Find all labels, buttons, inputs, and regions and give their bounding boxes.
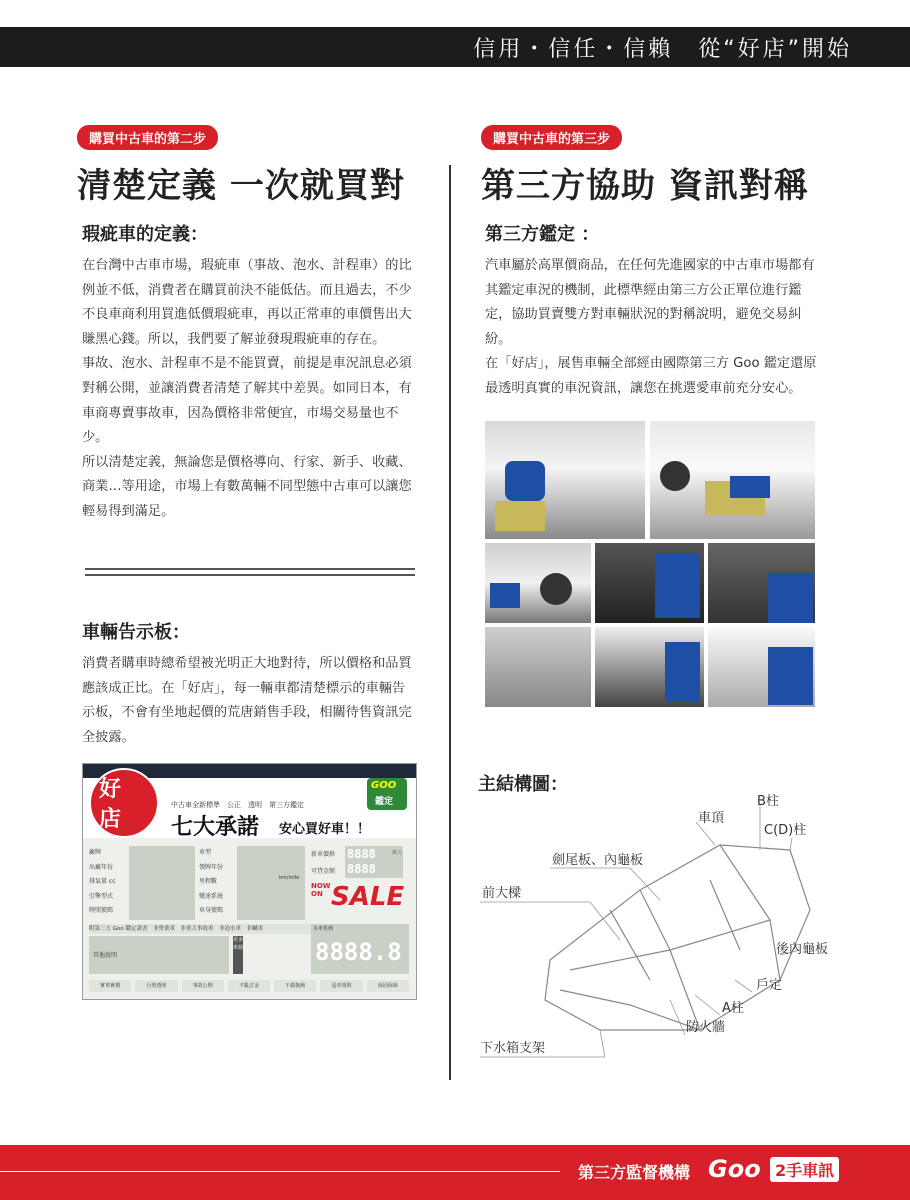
- promise-item: 行照透明: [135, 980, 177, 992]
- divider: [85, 568, 415, 576]
- inspection-photo: [708, 627, 815, 707]
- label-leaders: [480, 805, 800, 1057]
- paragraph: 所以清楚定義，無論您是價格導向、行家、新手、收藏、商業…等用途，市場上有數萬輛不同型態中古車可以讓您輕易得到滿足。: [82, 454, 412, 519]
- car-frame: [545, 845, 810, 1030]
- promise-row: [89, 980, 409, 992]
- goo-cert-badge: [367, 778, 407, 810]
- inspection-photo: [485, 627, 591, 707]
- page-title: 清楚定義 一次就買對: [77, 166, 405, 206]
- front-beam-label: 前大樑: [482, 886, 522, 901]
- price-label: 新車價格: [311, 851, 336, 858]
- promise-item: 保固保障: [367, 980, 409, 992]
- slogan: 信用・信任・信賴 從“好店”開始: [473, 37, 852, 62]
- car-wheel: [540, 573, 572, 605]
- paragraph: 汽車屬於高單價商品，在任何先進國家的中古車市場都有其鑑定車況的機制，此標準經由第三方公正單位進行鑑定，協助買賣雙方對車輛狀況的對稱說明，避免交易糾紛。: [485, 258, 815, 347]
- section-heading: 車輛告示板：: [82, 622, 190, 643]
- sale-price-box: [311, 924, 409, 974]
- promise-item: 不做拖鉤: [274, 980, 316, 992]
- price-label: 可貸金額: [311, 868, 336, 875]
- inspector-figure: [665, 642, 700, 702]
- section-heading: 第三方鑑定 ：: [485, 224, 600, 245]
- price-digits: 8888: [347, 862, 376, 876]
- field-label: 領牌年份: [199, 863, 224, 871]
- inspector-figure: [768, 573, 813, 623]
- page-title: 第三方協助 資訊對稱: [481, 166, 809, 206]
- step-badge: 購買中古車的第三步: [481, 125, 622, 150]
- promise-item: 事故公開: [182, 980, 224, 992]
- inspector-figure: [505, 461, 545, 501]
- paragraph: 事故、泡水、計程車不是不能買賣，前提是車況訊息必須對稱公開，並讓消費者清楚了解其中差異。如同日本，有車商專賣事故車，因為價格非常便宜，市場交易量也不少。: [82, 356, 412, 446]
- footer-line: [0, 1171, 560, 1172]
- radiator-label: 下水箱支架: [480, 1041, 546, 1056]
- field-label: 車型: [199, 849, 212, 856]
- inspector-figure: [730, 476, 770, 498]
- price-digits: 8888: [347, 847, 376, 861]
- defect-section: [82, 220, 418, 525]
- inspection-photo: [595, 627, 704, 707]
- section-heading: 瑕疵車的定義：: [82, 224, 208, 245]
- goo-logo-tag: 2手車訊: [770, 1157, 839, 1182]
- sill-label: 戶定: [756, 978, 783, 993]
- other-box: [89, 936, 229, 974]
- left-column: [77, 125, 422, 207]
- field-label: 排氣量 cc: [89, 878, 116, 885]
- promise-item: 退車規則: [320, 980, 362, 992]
- field-label: 引擎型式: [89, 892, 114, 900]
- section-heading: 主結構圖：: [478, 774, 568, 795]
- car-wheel: [660, 461, 690, 491]
- price-panel: [311, 846, 409, 880]
- sale-price: 8888.8: [315, 938, 402, 966]
- column-divider: [449, 165, 451, 1080]
- a-pillar-label: A柱: [722, 1001, 744, 1016]
- board-field-grid: [89, 846, 307, 922]
- field-label: 出廠年份: [89, 863, 114, 871]
- inspection-photo: [485, 421, 645, 539]
- promise-item: 不亂訂金: [228, 980, 270, 992]
- field-labels-mid: [199, 846, 239, 919]
- firewall-label: 防火牆: [686, 1020, 726, 1035]
- other-label: 其他說明: [93, 952, 118, 959]
- board-title: 七大承諾: [171, 815, 260, 840]
- price-unit: 萬元: [391, 850, 402, 856]
- inspection-photo: [708, 543, 815, 623]
- fender-label: 劍尾板、內龜板: [552, 853, 644, 868]
- inspection-section: [485, 220, 818, 402]
- haodian-logo: [89, 768, 159, 838]
- sale-label: SALE: [331, 882, 405, 912]
- field-label: 變速系統: [199, 892, 224, 900]
- b-pillar-label: B柱: [757, 794, 779, 809]
- goo-badge-label: 鑑定: [375, 797, 394, 807]
- field-label: 車身號碼: [199, 907, 224, 914]
- inspection-photo: [485, 543, 591, 623]
- board-subtitle: 安心買好車！！: [279, 822, 371, 837]
- paragraph: 消費者購車時總希望被光明正大地對待，所以價格和品質應該成正比。在「好店」，每一輛車都清楚標示的車輛告示板，不會有坐地起價的荒唐銷售手段，相關待售資訊完全披露。: [82, 656, 412, 745]
- inspector-figure: [495, 501, 545, 531]
- cert-row: 附第三方 Goo 鑑定證書 非營業車 非重大事故車 非泡水車 非贓車: [89, 924, 409, 934]
- paragraph: 在台灣中古車市場，瑕疵車（事故、泡水、計程車）的比例並不低，消費者在購買前決不能低估。而且過去，不少不良車商利用買進低價瑕疵車，再以正常車的車價售出大賺黑心錢。所以，我們要了解並發現瑕疵車的存在。: [82, 258, 412, 347]
- logo-char: 好: [99, 777, 122, 802]
- sale-price-label: 本車售價: [313, 926, 334, 932]
- footer-banner: [0, 1145, 910, 1200]
- field-label: 廠牌: [89, 849, 102, 856]
- logo-char: 店: [99, 807, 122, 832]
- roof-label: 車頂: [698, 811, 725, 826]
- field-label: 里程數: [199, 878, 218, 885]
- inspector-figure: [768, 647, 813, 705]
- now-on-label: NOW ON: [311, 882, 331, 898]
- inspector-figure: [490, 583, 520, 608]
- inspection-photo: [595, 543, 704, 623]
- step-badge: 購買中古車的第二步: [77, 125, 218, 150]
- agency-label: 第三方監督機構: [578, 1163, 691, 1182]
- goo-badge-label: GOO: [371, 780, 397, 791]
- field-labels-left: [89, 846, 129, 919]
- cd-pillar-label: C(D)柱: [764, 823, 807, 838]
- car-structure-diagram: [470, 790, 850, 1065]
- promise-item: 實車實價: [89, 980, 131, 992]
- paragraph: 在「好店」，展售車輛全部經由國際第三方 Goo 鑑定還原最透明真實的車況資訊，讓您在挑選愛車前充分安心。: [485, 356, 817, 396]
- field-box: [129, 846, 195, 920]
- vehicle-notice-board: [82, 763, 417, 1000]
- field-unit: km/mile: [279, 875, 300, 881]
- field-box: [237, 846, 305, 920]
- rear-inner-label: 後內龜板: [776, 942, 829, 957]
- price-box: [345, 846, 403, 878]
- goo-logo: Goo: [708, 1155, 761, 1183]
- field-label: 牌照號碼: [89, 907, 114, 914]
- board-tagline: 中古車全新標準 公正 透明 第三方鑑定: [171, 801, 304, 809]
- vertical-label: 更多車源: [233, 936, 243, 974]
- board-section: [82, 618, 418, 750]
- price-labels: [311, 846, 335, 880]
- inspection-photo: [650, 421, 815, 539]
- inspector-figure: [655, 553, 700, 618]
- right-column: [481, 125, 826, 207]
- top-banner: [0, 27, 910, 67]
